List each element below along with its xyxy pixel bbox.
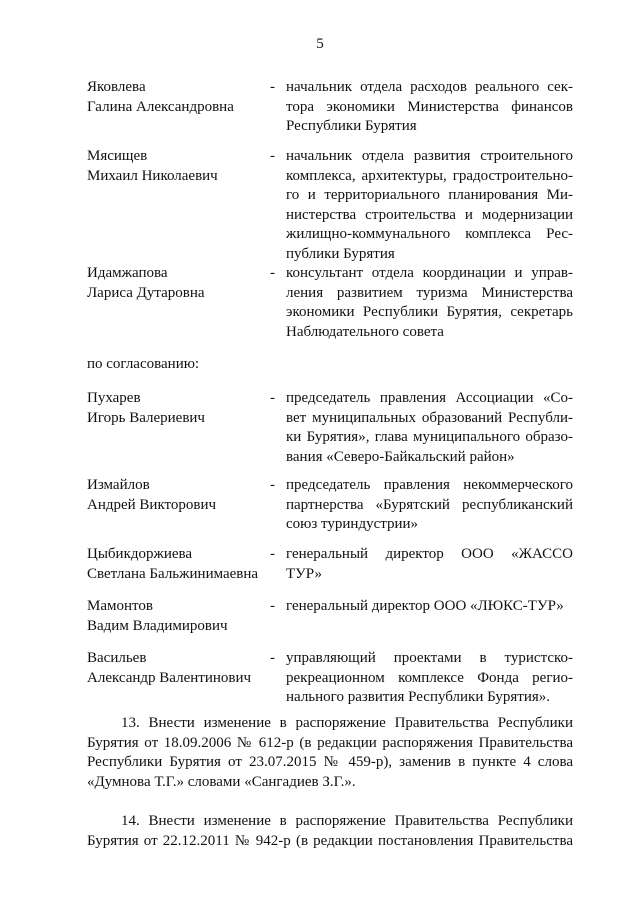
role-line: партнерства «Бурятский республиканский: [286, 496, 573, 513]
member-role: [286, 264, 573, 342]
role-line: рекреационном комплексе Фонда регио-: [286, 669, 573, 686]
dash-separator: -: [270, 265, 275, 281]
dash-separator: -: [270, 390, 275, 406]
role-line: ления развитием туризма Министерства: [286, 284, 573, 301]
member-role: [286, 649, 573, 708]
member-given-names: Светлана Бальжинимаевна: [87, 565, 259, 582]
member-name: [87, 597, 265, 636]
role-line: Республики Бурятия: [286, 118, 417, 134]
role-line: начальник отдела развития строительного: [286, 148, 573, 164]
member-name: [87, 78, 265, 117]
member-given-names: Александр Валентинович: [87, 669, 252, 686]
role-line: вания «Северо-Байкальский район»: [286, 448, 515, 465]
member-given-names: Андрей Викторович: [87, 496, 217, 513]
role-line: Наблюдательного совета: [286, 323, 444, 340]
role-line: союз туриндустрии»: [286, 516, 419, 532]
member-role: [286, 389, 573, 467]
role-line: консультант отдела координации и управ-: [286, 265, 573, 281]
role-line: генеральный директор ООО «ЖАССО: [286, 546, 573, 562]
dash-separator: -: [270, 598, 275, 614]
member-given-names: Галина Александровна: [87, 98, 234, 115]
dash-separator: -: [270, 477, 275, 493]
dash-separator: -: [270, 650, 275, 666]
member-surname: Идамжапова: [87, 265, 168, 281]
member-surname: Цыбикдоржиева: [87, 546, 193, 562]
member-surname: Мясищев: [87, 148, 148, 164]
paragraph-line: Бурятия от 22.12.2011 № 942-р (в редакции постановления Правительства: [87, 832, 573, 849]
role-line: тора экономики Министерства финансов: [286, 98, 573, 115]
role-line: экономики Республики Бурятия, секретарь: [286, 304, 573, 320]
member-name: [87, 545, 265, 584]
member-surname: Мамонтов: [87, 598, 153, 614]
role-line: го и территориального планирования Ми-: [286, 187, 573, 203]
role-line: ки Бурятия», глава муниципального образо-: [286, 429, 573, 445]
role-line: жилищно-коммунального комплекса Рес-: [286, 226, 573, 242]
role-line: ТУР»: [286, 565, 322, 582]
paragraph-line: 14. Внести изменение в распоряжение Правительства Республики: [121, 813, 573, 829]
dash-separator: -: [270, 79, 275, 95]
member-role: [286, 147, 573, 264]
dash-separator: -: [270, 148, 275, 164]
role-line: комплекса, архитектуры, градостроительно-: [286, 167, 573, 184]
dash-separator: -: [270, 546, 275, 562]
member-surname: Яковлева: [87, 79, 146, 95]
member-given-names: Вадим Владимирович: [87, 617, 228, 634]
member-surname: Пухарев: [87, 390, 141, 406]
member-name: [87, 389, 265, 428]
paragraph-line: «Думнова Т.Г.» словами «Сангадиев З.Г.».: [87, 773, 356, 790]
role-line: нистерства строительства и модернизации: [286, 206, 573, 223]
member-name: [87, 649, 265, 688]
member-given-names: Лариса Дутаровна: [87, 284, 205, 301]
role-line: председатель правления некоммерческого: [286, 477, 573, 493]
paragraph-line: Бурятия от 18.09.2006 № 612-р (в редакции распоряжения Правительства: [87, 734, 573, 751]
member-given-names: Игорь Валериевич: [87, 409, 205, 426]
member-role: [286, 597, 573, 617]
body-paragraph: [87, 812, 573, 851]
paragraph-line: 13. Внести изменение в распоряжение Правительства Республики: [121, 715, 573, 731]
body-paragraph: [87, 714, 573, 792]
member-role: [286, 78, 573, 137]
member-given-names: Михаил Николаевич: [87, 167, 218, 184]
role-line: генеральный директор ООО «ЛЮКС-ТУР»: [286, 598, 564, 614]
role-line: нального развития Республики Бурятия».: [286, 689, 550, 705]
member-surname: Измайлов: [87, 477, 150, 493]
role-line: председатель правления Ассоциации «Со-: [286, 390, 573, 406]
page-number: 5: [316, 36, 324, 52]
member-name: [87, 147, 265, 186]
paragraph-line: Республики Бурятия от 23.07.2015 № 459-р), заменив в пункте 4 слова: [87, 754, 573, 770]
role-line: управляющий проектами в туристско-: [286, 650, 573, 666]
member-name: [87, 476, 265, 515]
role-line: публики Бурятия: [286, 245, 395, 262]
section-subheading: по согласованию:: [87, 356, 200, 372]
role-line: вет муниципальных образований Республи-: [286, 409, 573, 426]
member-name: [87, 264, 265, 303]
member-role: [286, 476, 573, 535]
member-role: [286, 545, 573, 584]
member-surname: Васильев: [87, 650, 147, 666]
role-line: начальник отдела расходов реального сек-: [286, 79, 573, 95]
